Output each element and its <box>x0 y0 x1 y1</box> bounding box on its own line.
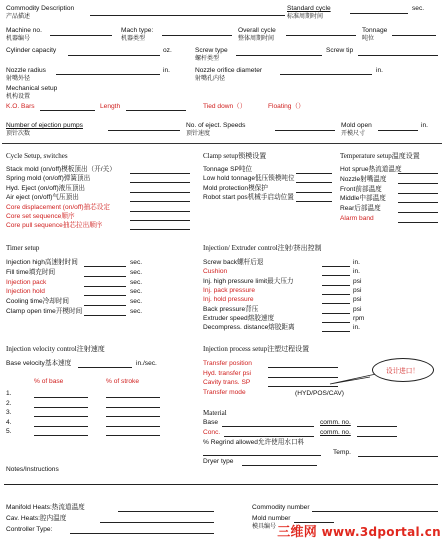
standard-cycle-unit: sec. <box>412 5 425 12</box>
injection-control-item: Inj. high pressure limit最大压力 <box>203 277 294 285</box>
ejection-pumps-label: Number of ejection pumps <box>6 122 83 129</box>
temperature-setup-field[interactable] <box>398 183 438 184</box>
timer-setup-item: Injection pack <box>6 278 47 286</box>
mold-number-label: Mold number <box>252 515 291 522</box>
cycle-setup-field[interactable] <box>130 229 190 230</box>
clamp-setup-item: Robot start pos机械手启动位置 <box>203 194 294 202</box>
cycle-setup-field[interactable] <box>130 182 190 183</box>
tonnage-field[interactable] <box>392 35 436 36</box>
process-setup-item: Transfer position <box>203 360 252 367</box>
temperature-setup-item: Front前部温度 <box>340 185 382 193</box>
injection-control-field[interactable] <box>322 266 350 267</box>
nozzle-radius-field[interactable] <box>56 74 160 75</box>
timer-setup-item: Injection hold <box>6 288 45 296</box>
cycle-setup-title: Cycle Setup, switches <box>6 152 68 160</box>
velocity-pct-base-field[interactable] <box>34 416 88 417</box>
injection-control-field[interactable] <box>322 294 350 295</box>
controller-type-label: Controller Type: <box>6 526 53 533</box>
timer-setup-field[interactable] <box>84 286 126 287</box>
cycle-setup-field[interactable] <box>130 220 190 221</box>
timer-setup-title: Timer setup <box>6 244 40 252</box>
cylinder-capacity-field[interactable] <box>68 55 160 56</box>
ko-bars-field[interactable] <box>40 110 95 111</box>
injection-control-unit: in. <box>353 324 360 332</box>
temperature-setup-item: Rear后部温度 <box>340 205 381 213</box>
nozzle-orifice-unit: in. <box>376 67 383 74</box>
process-setup-item: Cavity trans. SP <box>203 379 251 387</box>
nozzle-radius-unit: in. <box>163 67 170 74</box>
watermark-url: www.3dportal.cn <box>321 525 441 539</box>
cycle-setup-item: Core set sequence顺序 <box>6 213 75 220</box>
injection-control-item: Decompress. distance熔胶距离 <box>203 324 295 332</box>
standard-cycle-label: Standard cycle <box>287 5 331 12</box>
clamp-setup-field[interactable] <box>296 173 332 174</box>
clamp-setup-item: Low hold tonnage低压锁模吨位 <box>203 175 295 183</box>
temperature-setup-item: Alarm band <box>340 215 374 222</box>
nozzle-radius-cn: 射嘴外径 <box>6 76 31 82</box>
cycle-setup-field[interactable] <box>130 211 190 212</box>
timer-setup-item: Injection high高速射时间 <box>6 259 78 266</box>
injection-control-unit: psi <box>353 277 362 285</box>
base-velocity-label: Base velocity基本速度 <box>6 360 72 367</box>
injection-control-item: Inj. hold pressure <box>203 296 254 304</box>
injection-control-item: Inj. pack pressure <box>203 286 256 294</box>
tied-down-option[interactable]: Tied down（） <box>203 103 247 110</box>
injection-control-item: Screw back螺杆后退 <box>203 259 264 266</box>
commodity-number-label: Commodity number <box>252 504 310 511</box>
nozzle-orifice-cn: 射嘴孔内径 <box>195 76 226 82</box>
cycle-setup-item: Hyd. Eject (on/off)液压顶出 <box>6 184 86 192</box>
mach-type-label: Mach type: <box>121 27 154 34</box>
dryer-type-label: Dryer type <box>203 458 234 465</box>
mold-number-cn: 模具编号 <box>252 524 277 530</box>
velocity-row-number: 1. <box>6 390 12 397</box>
timer-setup-field[interactable] <box>84 266 126 267</box>
velocity-row-number: 3. <box>6 409 12 417</box>
cylinder-capacity-unit: oz. <box>163 47 172 54</box>
pct-stroke-header: % of stroke <box>106 378 139 385</box>
velocity-pct-stroke-field[interactable] <box>106 397 160 398</box>
base-velocity-unit: in./sec. <box>136 360 157 367</box>
timer-setup-item: Clamp open time开模时间 <box>6 308 83 315</box>
injection-control-item: Back pressure背压 <box>203 305 259 313</box>
clamp-setup-item: Mold protection模保护 <box>203 184 268 192</box>
temperature-setup-field[interactable] <box>398 193 438 194</box>
timer-setup-unit: sec. <box>130 298 143 306</box>
nozzle-orifice-label: Nozzle orifice diameter <box>195 67 263 74</box>
material-base-label: Base <box>203 419 219 426</box>
clamp-setup-field[interactable] <box>296 182 332 183</box>
timer-setup-unit: sec. <box>130 288 143 296</box>
cav-heats-label: Cav. Heats:腔内温度 <box>6 515 67 522</box>
velocity-control-title: Injection velocity control注射速度 <box>6 345 105 353</box>
cycle-setup-item: Spring mold (on/off)弹簧顶出 <box>6 175 91 183</box>
regrind-label: % Regrind allowed允许使用水口料 <box>203 439 305 446</box>
process-setup-field[interactable] <box>268 377 338 378</box>
velocity-pct-base-field[interactable] <box>34 426 88 427</box>
injection-control-field[interactable] <box>322 303 350 304</box>
timer-setup-field[interactable] <box>84 315 126 316</box>
timer-setup-item: Cooling time冷却时间 <box>6 298 70 306</box>
velocity-row-number: 2. <box>6 399 12 407</box>
callout-note: 设计进口！ <box>386 368 419 375</box>
mechanical-setup-cn: 机构设置 <box>6 94 31 100</box>
overall-cycle-cn: 整体周期时间 <box>238 36 275 42</box>
process-setup-item: Transfer mode <box>203 389 246 397</box>
timer-setup-unit: sec. <box>130 268 143 276</box>
injection-control-field[interactable] <box>322 322 350 323</box>
temperature-setup-title: Temperature setup温度设置 <box>340 152 420 160</box>
nozzle-radius-label: Nozzle radius <box>6 67 46 74</box>
regrind-field[interactable] <box>203 455 321 456</box>
tonnage-cn: 吨位 <box>362 36 375 42</box>
cycle-setup-field[interactable] <box>130 173 190 174</box>
injection-control-unit: psi <box>353 296 362 304</box>
velocity-pct-stroke-field[interactable] <box>106 416 160 417</box>
screw-type-label: Screw type <box>195 47 228 54</box>
process-setup-field[interactable] <box>268 386 338 387</box>
manifold-heats-label: Manifold Heats:热流道温度 <box>6 504 85 511</box>
injection-control-unit: rpm <box>353 314 365 322</box>
clamp-setup-item: Tonnage SP吨位 <box>203 166 253 173</box>
clamp-setup-field[interactable] <box>296 201 332 202</box>
velocity-pct-base-field[interactable] <box>34 397 88 398</box>
length-label: Length <box>100 103 121 110</box>
timer-setup-unit: sec. <box>130 259 143 266</box>
overall-cycle-label: Overall cycle <box>238 27 276 34</box>
cycle-setup-field[interactable] <box>130 192 190 193</box>
material-base-field[interactable] <box>222 426 314 427</box>
eject-speeds-field[interactable] <box>275 130 335 131</box>
timer-setup-unit: sec. <box>130 278 143 286</box>
ejection-pumps-field[interactable] <box>108 130 180 131</box>
injection-control-field[interactable] <box>322 313 350 314</box>
process-setup-field[interactable] <box>268 367 338 368</box>
temp-label: Temp. <box>333 449 351 456</box>
injection-control-item: Extruder speed熔胶速度 <box>203 314 275 322</box>
temperature-setup-item: Hot sprue热流道温度 <box>340 166 402 173</box>
velocity-pct-base-field[interactable] <box>34 435 88 436</box>
screw-type-cn: 螺杆类型 <box>195 56 220 62</box>
injection-control-unit: psi <box>353 305 362 313</box>
velocity-pct-stroke-field[interactable] <box>106 407 160 408</box>
mold-open-label: Mold open <box>341 122 372 129</box>
material-base-comm-label: comm. no. <box>320 419 351 426</box>
eject-speeds-label: No. of eject. Speeds <box>186 122 246 129</box>
cycle-setup-item: Core displacement (on/off)抽芯设定 <box>6 203 110 211</box>
notes-label: Notes/Instructions <box>6 466 59 473</box>
machine-no-field[interactable] <box>50 35 112 36</box>
machine-no-cn: 机器编号 <box>6 36 31 42</box>
commodity-description-label: Commodity Description <box>6 5 75 12</box>
floating-option[interactable]: Floating（） <box>268 103 305 110</box>
temperature-setup-field[interactable] <box>398 222 438 223</box>
mold-open-unit: in. <box>421 122 428 129</box>
length-field[interactable] <box>126 110 186 111</box>
injection-control-title: Injection/ Extruder control注射/挤出控制 <box>203 244 322 252</box>
injection-control-unit: in. <box>353 259 360 266</box>
temperature-setup-item: Nozzle射嘴温度 <box>340 175 387 183</box>
notes-field[interactable] <box>4 484 438 485</box>
material-conc-field[interactable] <box>224 436 314 437</box>
material-conc-comm-field[interactable] <box>357 436 397 437</box>
material-conc-comm-label: comm. no. <box>320 429 351 436</box>
injection-control-field[interactable] <box>322 285 350 286</box>
screw-type-field[interactable] <box>236 55 322 56</box>
temperature-setup-field[interactable] <box>398 173 438 174</box>
screw-tip-label: Screw tip <box>326 47 354 54</box>
divider <box>2 143 442 144</box>
velocity-row-number: 5. <box>6 428 12 436</box>
screw-tip-field[interactable] <box>358 55 438 56</box>
cycle-setup-item: Core pull sequence抽芯拉出顺序 <box>6 222 103 230</box>
callout-bubble <box>372 358 434 382</box>
velocity-pct-stroke-field[interactable] <box>106 426 160 427</box>
nozzle-orifice-field[interactable] <box>280 74 372 75</box>
timer-setup-item: Fill time填充时间 <box>6 268 56 276</box>
temperature-setup-field[interactable] <box>398 202 438 203</box>
timer-setup-field[interactable] <box>84 305 126 306</box>
mach-type-field[interactable] <box>162 35 232 36</box>
velocity-pct-base-field[interactable] <box>34 407 88 408</box>
mechanical-setup-label: Mechanical setup <box>6 85 58 92</box>
cycle-setup-field[interactable] <box>130 201 190 202</box>
standard-cycle-cn: 标准周期时间 <box>287 14 324 20</box>
dryer-type-field[interactable] <box>242 465 317 466</box>
mold-open-cn: 开模尺寸 <box>341 131 366 137</box>
controller-type-field[interactable] <box>70 533 214 534</box>
commodity-description-field[interactable] <box>90 15 285 16</box>
standard-cycle-field[interactable] <box>350 13 408 14</box>
timer-setup-unit: sec. <box>130 308 143 315</box>
velocity-row-number: 4. <box>6 418 12 426</box>
temp-field[interactable] <box>358 456 438 457</box>
pct-base-header: % of base <box>34 378 64 385</box>
ko-bars-label: K.O. Bars <box>6 103 35 110</box>
machine-no-label: Machine no. <box>6 27 42 34</box>
cav-heats-field[interactable] <box>100 522 214 523</box>
material-conc-label: Conc. <box>203 429 221 436</box>
cylinder-capacity-label: Cylinder capacity <box>6 47 57 54</box>
velocity-pct-stroke-field[interactable] <box>106 435 160 436</box>
base-velocity-field[interactable] <box>78 367 132 368</box>
material-title: Material <box>203 409 227 417</box>
process-setup-item: Hyd. transfer psi <box>203 369 252 377</box>
overall-cycle-field[interactable] <box>286 35 356 36</box>
cycle-setup-item: Air eject (on/off)气压顶出 <box>6 194 79 202</box>
mach-type-cn: 机器类型 <box>121 36 146 42</box>
injection-control-unit: psi <box>353 286 362 294</box>
commodity-description-cn: 产品描述 <box>6 14 31 20</box>
commodity-number-field[interactable] <box>312 511 438 512</box>
injection-control-field[interactable] <box>322 331 350 332</box>
process-setup-title: Injection process setup注塑过程设置 <box>203 345 310 353</box>
ejection-pumps-cn: 顶针次数 <box>6 131 31 137</box>
tonnage-label: Tonnage <box>362 27 388 34</box>
injection-control-unit: in. <box>353 268 360 276</box>
material-base-comm-field[interactable] <box>357 426 397 427</box>
manifold-heats-field[interactable] <box>118 511 214 512</box>
temperature-setup-item: Middle中部温度 <box>340 195 386 203</box>
timer-setup-field[interactable] <box>84 295 126 296</box>
eject-speeds-cn: 顶针速度 <box>186 131 211 137</box>
watermark <box>277 521 441 540</box>
temperature-setup-field[interactable] <box>398 212 438 213</box>
injection-control-item: Cushion <box>203 268 228 276</box>
cycle-setup-item: Stack mold (on/off)模板顶出（开/关） <box>6 166 116 173</box>
transfer-mode-options: (HYD/POS/CAV) <box>295 390 344 397</box>
clamp-setup-field[interactable] <box>296 192 332 193</box>
timer-setup-field[interactable] <box>84 276 126 277</box>
watermark-cn: 三维网 <box>277 525 318 540</box>
mold-open-field[interactable] <box>378 130 418 131</box>
injection-control-field[interactable] <box>322 275 350 276</box>
clamp-setup-title: Clamp setup锁模设置 <box>203 152 267 160</box>
